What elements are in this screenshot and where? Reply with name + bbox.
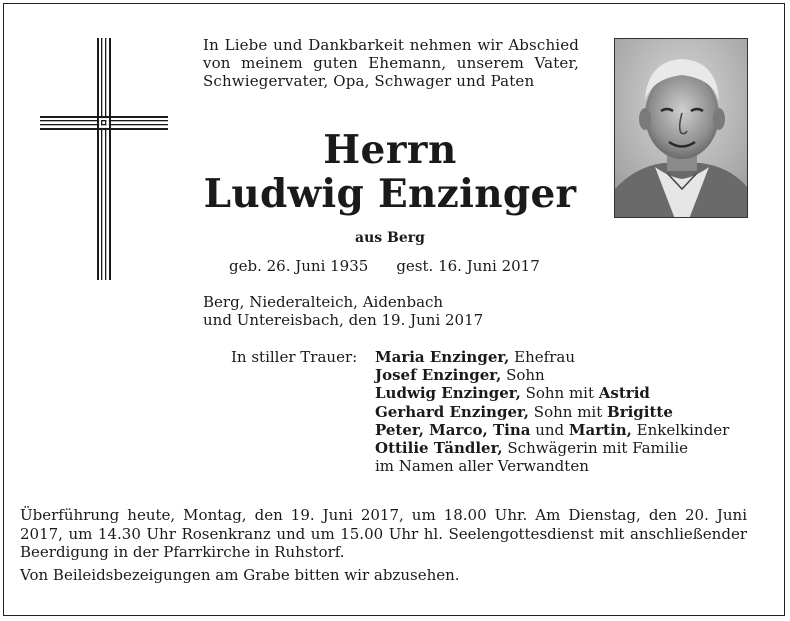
place-and-date [203,293,483,329]
portrait-photo [614,38,748,218]
deceased-origin: aus Berg [355,230,425,246]
portrait-image [615,39,748,218]
life-dates [229,257,540,275]
place-line-1: Berg, Niederalteich, Aidenbach [203,293,444,311]
mourner-line: im Namen aller Verwandten [375,457,589,476]
deceased-name: Ludwig Enzinger [203,171,577,217]
cross-icon [40,38,168,280]
mourner-line: Ludwig Enzinger, Sohn mit Astrid [375,384,650,403]
place-line-2: und Untereisbach, den 19. Juni 2017 [203,311,484,329]
mourner-line: Ottilie Tändler, Schwägerin mit Familie [375,439,689,458]
funeral-details [20,506,747,584]
intro-text: In Liebe und Dankbarkeit nehmen wir Abschied von meinem guten Ehemann, unserem Vater, Schwiegervater, Opa, Schwager und Paten [203,36,579,90]
death-date: gest. 16. Juni 2017 [396,257,540,275]
mourners-list [375,348,729,475]
deceased-title: Herrn [323,127,457,173]
condolence-note: Von Beileidsbezeigungen am Grabe bitten wir abzusehen. [20,565,460,584]
deceased-name-block [185,128,595,216]
mourner-line: Peter, Marco, Tina und Martin, Enkelkinder [375,420,730,439]
mourner-line: Gerhard Enzinger, Sohn mit Brigitte [375,402,673,421]
birth-date: geb. 26. Juni 1935 [229,257,369,275]
mourners-label: In stiller Trauer: [231,348,358,366]
mourner-line: Maria Enzinger, Ehefrau [375,348,575,366]
mourner-line: Josef Enzinger, Sohn [375,366,545,385]
funeral-schedule: Überführung heute, Montag, den 19. Juni 2017, um 18.00 Uhr. Am Dienstag, den 20. Juni 2017, um 14.30 Uhr Rosenkranz und um 15.00 Uhr hl. Seelengottesdienst mit anschließender Beerdigung in der Pfarrkirche in Ruhstorf. [20,506,747,561]
